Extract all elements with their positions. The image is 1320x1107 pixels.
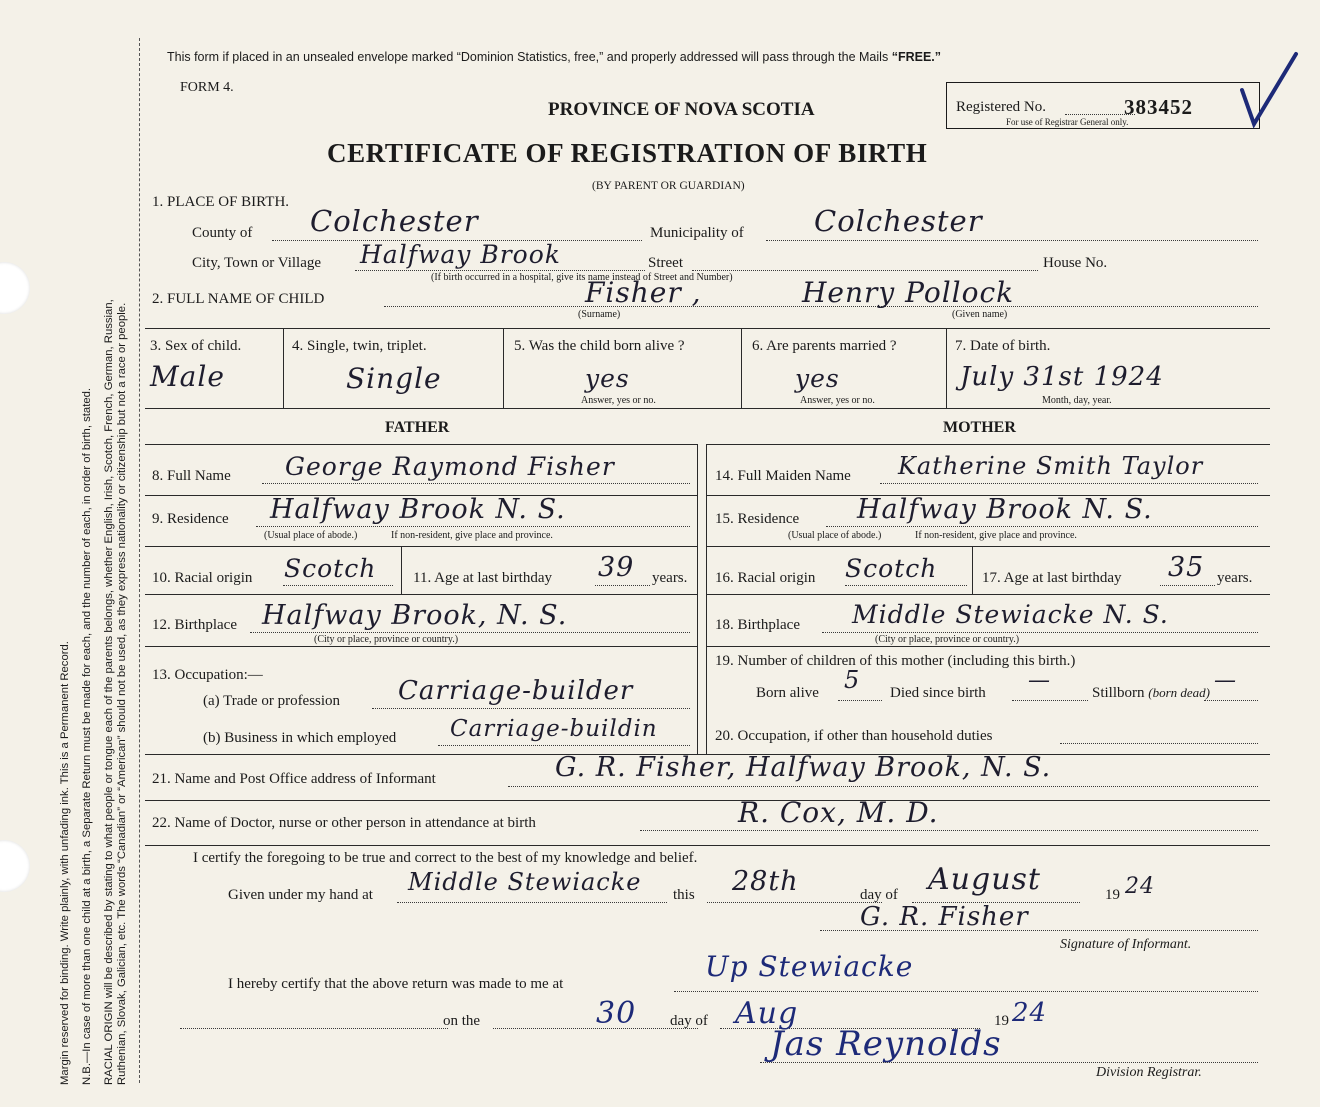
given-name-note: (Given name) xyxy=(952,309,1008,320)
mother-frame-left xyxy=(706,444,707,754)
city-value: Halfway Brook xyxy=(360,240,561,269)
divider-6-7 xyxy=(946,328,947,408)
father-birthplace-value: Halfway Brook, N. S. xyxy=(262,600,568,631)
postage-free: “FREE.” xyxy=(891,50,941,64)
mother-rule-2 xyxy=(706,546,1270,547)
father-rule-4 xyxy=(145,646,697,647)
given-place-dots xyxy=(397,902,667,903)
father-age-label: 11. Age at last birthday xyxy=(413,570,552,586)
street-note: (If birth occurred in a hospital, give its name instead of Street and Number) xyxy=(431,272,733,283)
divider-3-4 xyxy=(283,328,284,408)
trade-label: (a) Trade or profession xyxy=(203,693,341,709)
surname-note: (Surname) xyxy=(578,309,621,320)
mother-age-value: 35 xyxy=(1168,552,1205,583)
certificate-subtitle: (BY PARENT OR GUARDIAN) xyxy=(592,180,745,192)
married-note: Answer, yes or no. xyxy=(800,395,875,406)
registrar-day-of-label: day of xyxy=(670,1013,708,1029)
mother-racial-divider xyxy=(972,546,973,594)
father-racial-dots xyxy=(283,585,393,586)
father-name-value: George Raymond Fisher xyxy=(285,452,615,481)
registrar-signature-dots xyxy=(760,1062,1258,1063)
rule-after-row3 xyxy=(145,408,1270,409)
father-birthplace-note: (City or place, province or country.) xyxy=(314,634,459,645)
mother-name-value: Katherine Smith Taylor xyxy=(898,452,1204,480)
informant-signature-label: Signature of Informant. xyxy=(1060,937,1192,952)
county-value: Colchester xyxy=(310,204,479,238)
father-birthplace-dots xyxy=(250,632,690,633)
registrar-signature: Jas Reynolds xyxy=(770,1024,1002,1064)
registrar-text: I hereby certify that the above return was made to me at xyxy=(228,976,564,992)
father-heading: FATHER xyxy=(385,419,450,436)
registered-label: Registered No. xyxy=(956,99,1046,115)
rule-after-informant xyxy=(145,800,1270,801)
business-label: (b) Business in which employed xyxy=(203,730,397,746)
business-dots xyxy=(438,745,690,746)
father-frame-right xyxy=(697,444,698,754)
mother-occupation-label: 20. Occupation, if other than household duties xyxy=(715,728,993,744)
child-name-label: 2. FULL NAME OF CHILD xyxy=(152,291,325,307)
mother-birthplace-label: 18. Birthplace xyxy=(715,617,800,633)
city-label: City, Town or Village xyxy=(192,255,322,271)
father-name-label: 8. Full Name xyxy=(152,468,231,484)
mother-age-dots xyxy=(1160,585,1215,586)
father-racial-divider xyxy=(401,546,402,594)
father-name-dots xyxy=(262,483,690,484)
stillborn-label xyxy=(1092,685,1210,702)
postage-notice xyxy=(167,50,941,64)
cert-year-value: 24 xyxy=(1125,874,1155,899)
binding-hole-bottom xyxy=(0,840,30,892)
mother-age-label: 17. Age at last birthday xyxy=(982,570,1122,586)
mother-name-dots xyxy=(880,483,1258,484)
mother-name-label: 14. Full Maiden Name xyxy=(715,468,851,484)
stillborn-value: — xyxy=(1214,668,1237,693)
child-given-name: Henry Pollock xyxy=(802,276,1015,309)
died-dots xyxy=(1012,700,1088,701)
this-label: this xyxy=(673,887,695,903)
registered-note: For use of Registrar General only. xyxy=(1006,117,1129,127)
rule-after-doctor xyxy=(145,845,1270,846)
registrar-year-prefix: 19 xyxy=(994,1013,1009,1029)
registrar-on-label: on the xyxy=(443,1013,481,1029)
side-note-racial-origin-cont: Ruthenian, Slovak, Galician, etc. The words “Canadian” or “American” should not be used, as they express nationality or citizenship but not a race or people. xyxy=(116,302,128,1085)
mother-rule-4 xyxy=(706,646,1270,647)
street-dots xyxy=(692,270,1038,271)
side-note-racial-origin: RACIAL ORIGIN will be described by stating to what people or tongue each of the parents belongs, whether English, Irish, Scotch, French, German, Russian, xyxy=(103,299,115,1085)
mother-frame-top xyxy=(706,444,1270,445)
registrar-month-value: Aug xyxy=(735,996,799,1031)
margin-line xyxy=(139,38,140,1083)
single-label: 4. Single, twin, triplet. xyxy=(292,338,427,354)
mother-racial-dots xyxy=(845,585,967,586)
cert-day-dots xyxy=(707,902,882,903)
trade-dots xyxy=(372,708,690,709)
married-value: yes xyxy=(795,364,840,393)
father-res-value: Halfway Brook N. S. xyxy=(270,494,566,525)
certify-text: I certify the foregoing to be true and correct to the best of my knowledge and belief. xyxy=(193,850,698,866)
business-value: Carriage-buildin xyxy=(450,716,658,742)
divider-4-5 xyxy=(503,328,504,408)
mother-res-value: Halfway Brook N. S. xyxy=(857,494,1153,525)
date-label: 7. Date of birth. xyxy=(955,338,1051,354)
sex-label: 3. Sex of child. xyxy=(150,338,242,354)
informant-value: G. R. Fisher, Halfway Brook, N. S. xyxy=(555,752,1052,783)
cert-day-of-label: day of xyxy=(860,887,898,903)
rule-after-name xyxy=(145,328,1270,329)
city-dots xyxy=(355,270,645,271)
date-note: Month, day, year. xyxy=(1042,395,1112,406)
cert-month-value: August xyxy=(928,862,1041,897)
province-heading: PROVINCE OF NOVA SCOTIA xyxy=(548,99,815,120)
child-surname: Fisher , xyxy=(585,276,702,309)
father-rule-3 xyxy=(145,594,697,595)
mother-res-note2: If non-resident, give place and province. xyxy=(915,530,1077,541)
informant-signature-dots xyxy=(820,930,1258,931)
married-label: 6. Are parents married ? xyxy=(752,338,897,354)
born-alive-value: 5 xyxy=(844,666,861,694)
house-label: House No. xyxy=(1043,255,1108,271)
registrar-place-value: Up Stewiacke xyxy=(705,950,914,983)
father-frame-top xyxy=(145,444,697,445)
informant-label: 21. Name and Post Office address of Informant xyxy=(152,771,436,787)
father-racial-value: Scotch xyxy=(284,554,377,583)
father-years-label: years. xyxy=(652,570,688,586)
doctor-dots xyxy=(640,830,1258,831)
stillborn-dots xyxy=(1204,700,1258,701)
divider-5-6 xyxy=(741,328,742,408)
mother-res-label: 15. Residence xyxy=(715,511,800,527)
mother-racial-label: 16. Racial origin xyxy=(715,570,816,586)
father-rule-2 xyxy=(145,546,697,547)
trade-value: Carriage-builder xyxy=(398,676,634,706)
form-number: FORM 4. xyxy=(180,80,234,95)
postage-notice-text: This form if placed in an unsealed envelope marked “Dominion Statistics, free,” and properly addressed will pass through the Mails xyxy=(167,50,889,64)
street-label: Street xyxy=(648,255,683,271)
single-value: Single xyxy=(346,362,442,395)
certificate-title: CERTIFICATE OF REGISTRATION OF BIRTH xyxy=(327,138,928,168)
registrar-leading-dots xyxy=(180,1028,448,1029)
father-res-label: 9. Residence xyxy=(152,511,229,527)
place-of-birth-heading: 1. PLACE OF BIRTH. xyxy=(152,194,290,210)
mother-heading: MOTHER xyxy=(943,419,1016,436)
side-note-multiple-births: N.B.—In case of more than one child at a birth, a Separate Return must be made for each, and the number of each, in order of birth, stated. xyxy=(81,387,93,1085)
occupation-label: 13. Occupation:— xyxy=(152,667,263,683)
mother-birthplace-note: (City or place, province or country.) xyxy=(875,634,1020,645)
mother-birthplace-value: Middle Stewiacke N. S. xyxy=(852,600,1169,629)
registrar-place-dots xyxy=(674,991,1258,992)
alive-note: Answer, yes or no. xyxy=(581,395,656,406)
registered-number: 383452 xyxy=(1124,95,1193,119)
stillborn-text: Stillborn xyxy=(1092,685,1145,701)
mother-racial-value: Scotch xyxy=(845,554,938,583)
father-racial-label: 10. Racial origin xyxy=(152,570,253,586)
mother-occupation-dots xyxy=(1060,743,1258,744)
cert-year-prefix: 19 xyxy=(1105,887,1120,903)
registrar-day-value: 30 xyxy=(596,996,637,1031)
municipality-value: Colchester xyxy=(814,204,983,238)
stillborn-note: (born dead) xyxy=(1148,685,1211,700)
mother-res-note1: (Usual place of abode.) xyxy=(788,530,882,541)
municipality-dots xyxy=(766,240,1258,241)
mother-res-dots xyxy=(826,526,1258,527)
children-label: 19. Number of children of this mother (including this birth.) xyxy=(715,653,1076,669)
father-birthplace-label: 12. Birthplace xyxy=(152,617,237,633)
died-value: — xyxy=(1028,668,1051,693)
informant-signature: G. R. Fisher xyxy=(860,902,1029,932)
date-value: July 31st 1924 xyxy=(960,362,1164,392)
born-alive-dots xyxy=(838,700,882,701)
municipality-label: Municipality of xyxy=(650,225,744,241)
registrar-signature-label: Division Registrar. xyxy=(1096,1065,1202,1080)
died-label: Died since birth xyxy=(890,685,986,701)
father-res-note2: If non-resident, give place and province. xyxy=(391,530,553,541)
alive-label: 5. Was the child born alive ? xyxy=(514,338,685,354)
given-place-value: Middle Stewiacke xyxy=(408,868,642,896)
side-note-permanent-record: Margin reserved for binding. Write plainly, with unfading ink. This is a Permanent Record. xyxy=(59,641,71,1085)
doctor-value: R. Cox, M. D. xyxy=(738,796,939,829)
county-label: County of xyxy=(192,225,253,241)
mother-rule-3 xyxy=(706,594,1270,595)
alive-value: yes xyxy=(585,364,630,393)
informant-dots xyxy=(508,786,1258,787)
check-mark-icon xyxy=(1240,50,1300,130)
father-res-dots xyxy=(256,526,690,527)
mother-years-label: years. xyxy=(1217,570,1253,586)
registrar-year-value: 24 xyxy=(1012,998,1048,1028)
cert-day-value: 28th xyxy=(732,866,799,897)
father-age-dots xyxy=(595,585,650,586)
sex-value: Male xyxy=(150,360,225,393)
born-alive-label: Born alive xyxy=(756,685,819,701)
mother-birthplace-dots xyxy=(822,632,1258,633)
given-label: Given under my hand at xyxy=(228,887,373,903)
father-res-note1: (Usual place of abode.) xyxy=(264,530,358,541)
father-age-value: 39 xyxy=(598,552,635,583)
doctor-label: 22. Name of Doctor, nurse or other person in attendance at birth xyxy=(152,815,536,831)
binding-hole-top xyxy=(0,262,30,314)
